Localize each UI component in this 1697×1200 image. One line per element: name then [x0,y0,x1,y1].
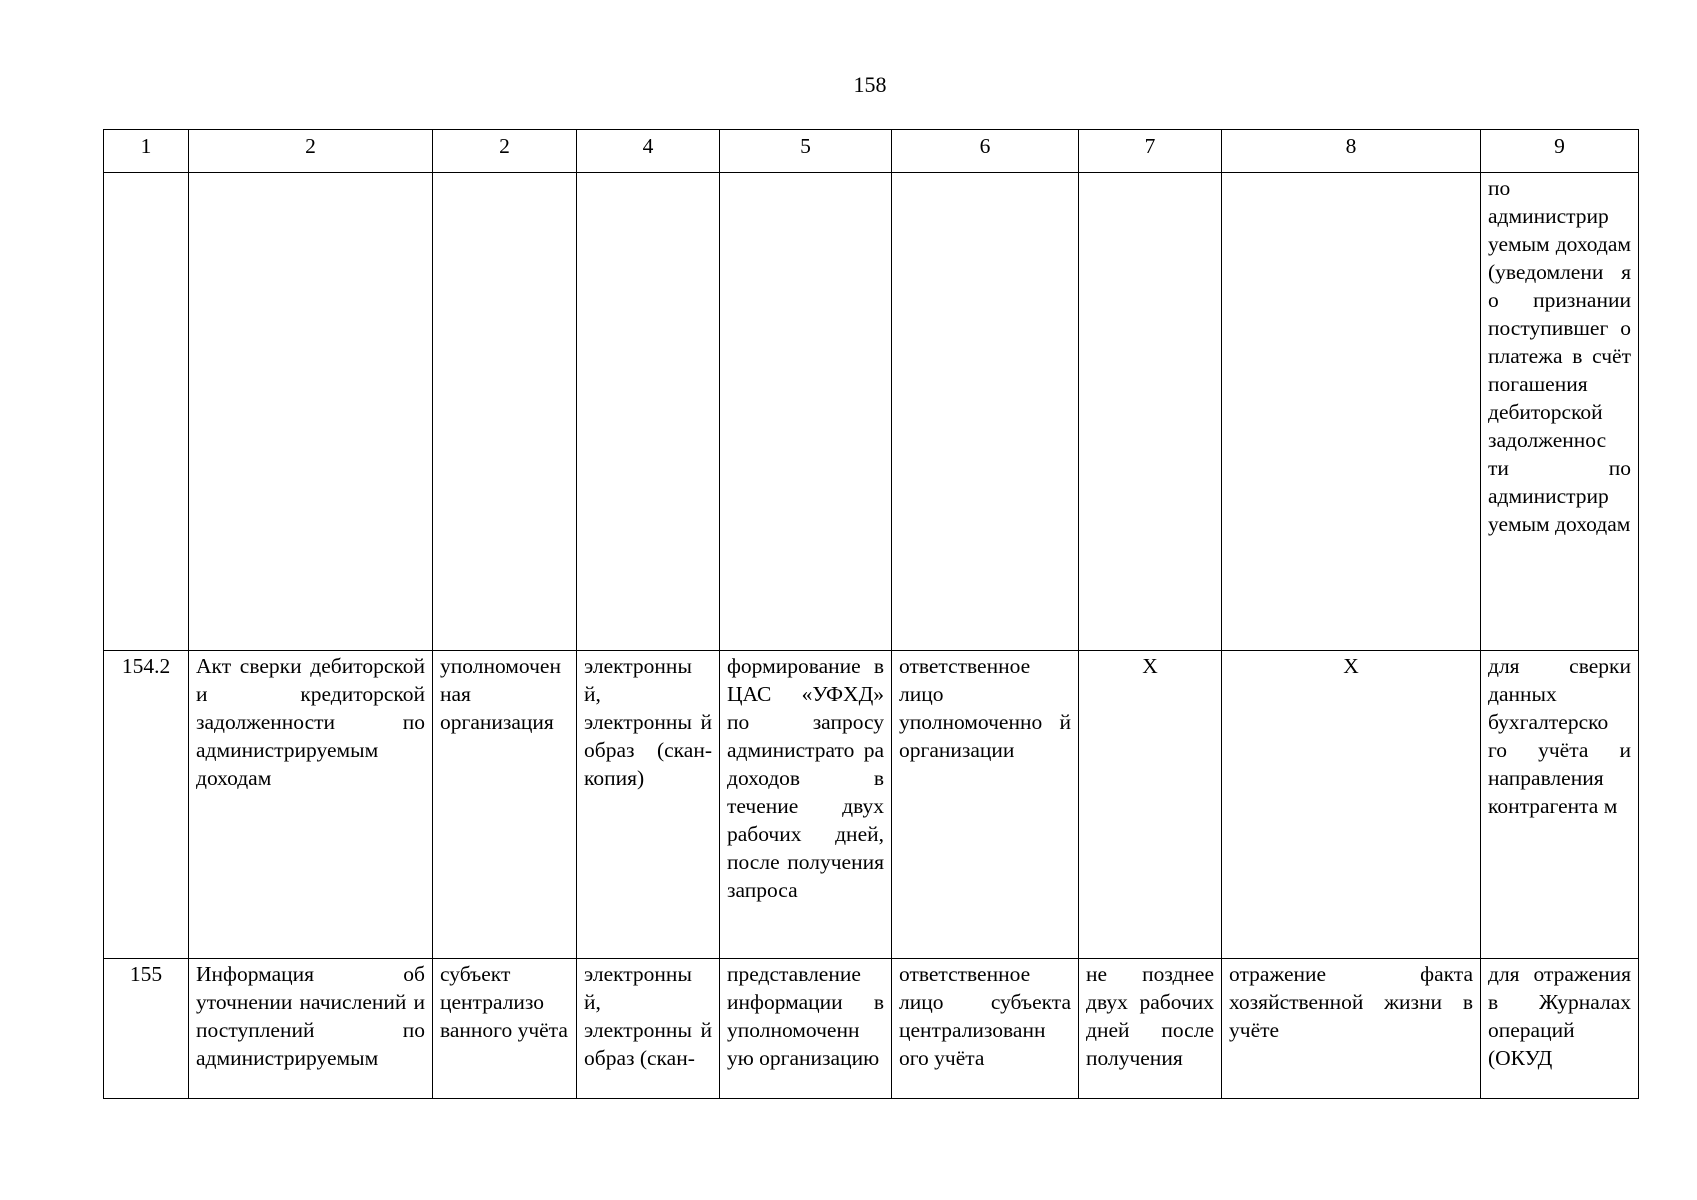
table-cell [577,173,720,651]
table-cell: 154.2 [104,651,189,959]
column-header: 4 [577,130,720,173]
table-header-row [104,130,1639,173]
table-cell [104,173,189,651]
table-cell: 155 [104,959,189,1099]
column-header: 9 [1481,130,1639,173]
table-cell: электронны й, электронны й образ (скан-копия) [577,651,720,959]
table-cell: ответственное лицо уполномоченно й организации [892,651,1079,959]
table-cell: электронны й, электронны й образ (скан- [577,959,720,1099]
table-row [104,651,1639,959]
table-cell [720,173,892,651]
column-header: 1 [104,130,189,173]
table-cell: представление информации в уполномоченн ую организацию [720,959,892,1099]
table-cell [892,173,1079,651]
table-cell: субъект централизо ванного учёта [433,959,577,1099]
table-cell: формирование в ЦАС «УФХД» по запросу администрато ра доходов в течение двух рабочих дней, после получения запроса [720,651,892,959]
column-header: 2 [433,130,577,173]
table-cell: для отражения в Журналах операций (ОКУД [1481,959,1639,1099]
table-cell: Х [1222,651,1481,959]
table-cell [189,173,433,651]
table-row [104,173,1639,651]
table-cell [433,173,577,651]
page-number: 158 [853,72,887,97]
column-header: 5 [720,130,892,173]
table-cell: ответственное лицо субъекта централизованн ого учёта [892,959,1079,1099]
table-cell: по администрир уемым доходам (уведомлени я о признании поступившег о платежа в счёт погашения дебиторской задолженнос ти по администрир уемым доходам [1481,173,1639,651]
table-cell: для сверки данных бухгалтерско го учёта и направления контрагента м [1481,651,1639,959]
column-header: 6 [892,130,1079,173]
column-header: 8 [1222,130,1481,173]
table-cell: уполномочен ная организация [433,651,577,959]
table-row [104,959,1639,1099]
table-cell [1222,173,1481,651]
table-cell [1079,173,1222,651]
column-header: 7 [1079,130,1222,173]
table-cell: Х [1079,651,1222,959]
document-table [103,129,1639,1099]
table-cell: Акт сверки дебиторской и кредиторской задолженности по администрируемым доходам [189,651,433,959]
table-cell: отражение факта хозяйственной жизни в учёте [1222,959,1481,1099]
column-header: 2 [189,130,433,173]
table-cell: не позднее двух рабочих дней после получения [1079,959,1222,1099]
table-cell: Информация об уточнении начислений и поступлений по администрируемым [189,959,433,1099]
